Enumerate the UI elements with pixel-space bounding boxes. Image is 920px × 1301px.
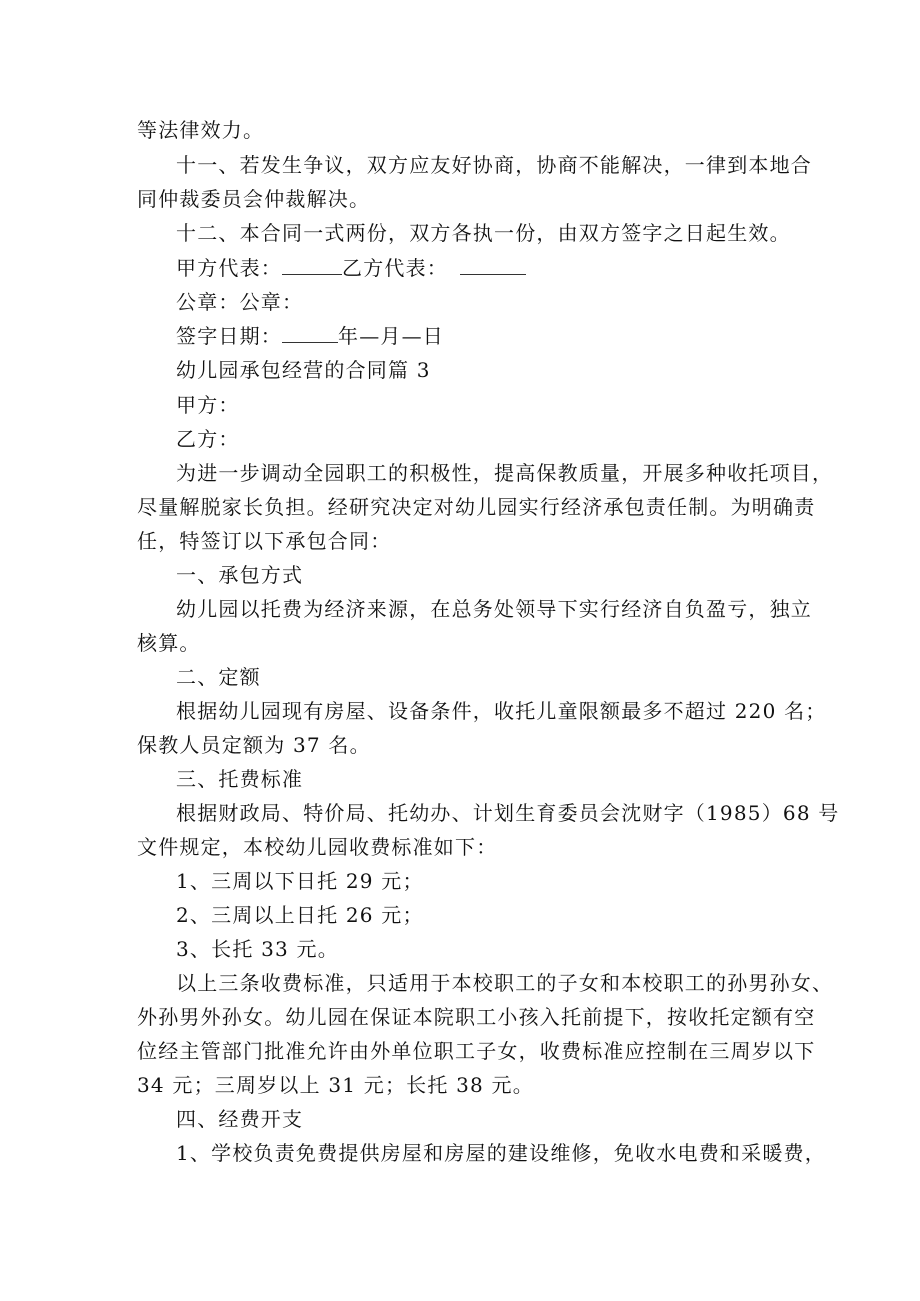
text-line: 核算。 [137, 631, 201, 655]
list-item: 3、长托 33 元。 [176, 937, 339, 961]
text-line: 保教人员定额为 37 名。 [137, 733, 371, 757]
list-item: 1、三周以下日托 29 元； [176, 869, 424, 893]
signing-date-blank [282, 320, 338, 343]
section-heading: 三、托费标准 [176, 767, 304, 791]
text-line: 十一、若发生争议，双方应友好协商，协商不能解决，一律到本地合 [176, 153, 812, 177]
representatives-line [176, 251, 526, 285]
text-line: 文件规定，本校幼儿园收费标准如下： [137, 835, 498, 859]
party-a-representative-label: 甲方代表： [176, 256, 282, 280]
text-line: 乙方： [176, 427, 240, 451]
list-item: 1、学校负责免费提供房屋和房屋的建设维修，免收水电费和采暖费， [176, 1141, 826, 1165]
party-b-signature-blank [460, 252, 526, 275]
section-heading: 四、经费开支 [176, 1107, 304, 1131]
text-line: 尽量解脱家长负担。经研究决定对幼儿园实行经济承包责任制。为明确责 [137, 495, 816, 519]
text-line: 十二、本合同一式两份，双方各执一份，由双方签字之日起生效。 [176, 221, 791, 245]
text-line: 同仲裁委员会仲裁解决。 [137, 187, 371, 211]
text-line: 以上三条收费标准，只适用于本校职工的子女和本校职工的孙男孙女、 [176, 971, 834, 995]
text-line: 34 元；三周岁以上 31 元；长托 38 元。 [137, 1073, 534, 1097]
section-title: 幼儿园承包经营的合同篇 3 [176, 358, 431, 382]
text-line: 幼儿园以托费为经济来源，在总务处领导下实行经济自负盈亏，独立 [176, 597, 812, 621]
signing-date-line [176, 319, 444, 353]
party-b-representative-label: 乙方代表： [342, 256, 448, 280]
text-line: 根据幼儿园现有房屋、设备条件，收托儿童限额最多不超过 220 名； [176, 699, 827, 723]
section-heading: 一、承包方式 [176, 563, 304, 587]
list-item: 2、三周以上日托 26 元； [176, 903, 424, 927]
signing-date-suffix: 年—月—日 [338, 324, 444, 348]
text-line: 甲方： [176, 393, 240, 417]
text-line: 外孙男外孙女。幼儿园在保证本院职工小孩入托前提下，按收托定额有空 [137, 1005, 816, 1029]
section-heading: 二、定额 [176, 665, 261, 689]
signing-date-label: 签字日期： [176, 324, 282, 348]
text-line: 根据财政局、特价局、托幼办、计划生育委员会沈财字（1985）68 号 [176, 801, 840, 825]
text-line: 任，特签订以下承包合同： [137, 529, 392, 553]
text-line: 公章：公章： [176, 290, 304, 314]
party-a-signature-blank [282, 252, 342, 275]
text-line: 等法律效力。 [137, 118, 265, 142]
text-line: 为进一步调动全园职工的积极性，提高保教质量，开展多种收托项目， [176, 461, 834, 485]
text-line: 位经主管部门批准允许由外单位职工子女，收费标准应控制在三周岁以下 [137, 1039, 816, 1063]
